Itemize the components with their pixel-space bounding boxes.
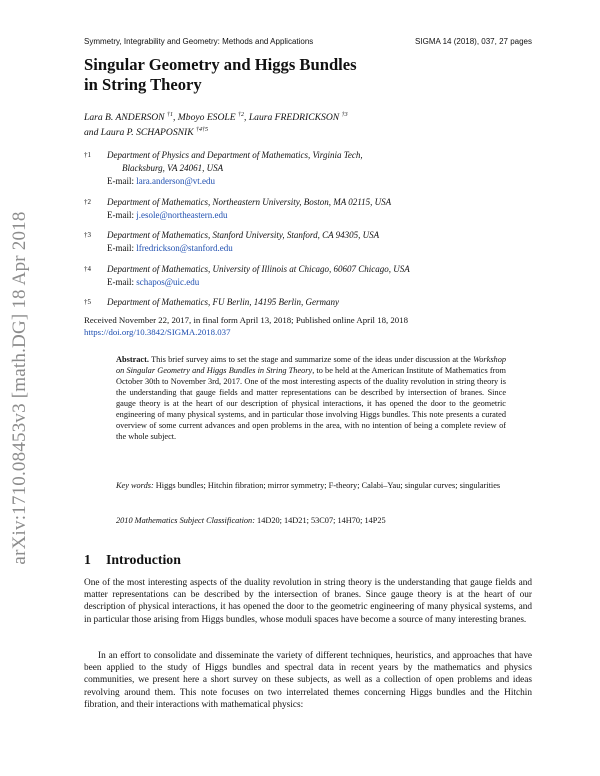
affiliation-department: Department of Mathematics, Stanford University, Stanford, CA 94305, USA — [107, 230, 380, 240]
affiliation-mark: †3 — [84, 231, 91, 239]
email-label: E-mail: — [107, 176, 134, 186]
author-anderson: Lara B. ANDERSON — [84, 112, 165, 124]
section-heading — [84, 552, 181, 568]
abstract-workshop-name: Workshop on Singular Geometry and Higgs Bundles in String Theory — [116, 355, 506, 375]
affiliation-mark: †4 — [84, 265, 91, 273]
author-and: and — [84, 127, 101, 139]
author-list: Lara B. ANDERSON $^{\dagger 1}$, Mboyo ESOLE $^{\dagger 2}$, Laura FREDRICKSON $^{\dagger 3}$ and Laura P. SCHAPOSNIK $^{\dagger 4\dagger 5}$ — [84, 112, 348, 139]
affiliation-mark: †2 — [84, 198, 91, 206]
author-esole-mark: †2 — [238, 112, 245, 118]
email-link[interactable]: lara.anderson@vt.edu — [136, 176, 216, 186]
affiliation-department: Department of Mathematics, University of Illinois at Chicago, 60607 Chicago, USA — [107, 264, 410, 274]
doi-link[interactable]: https://doi.org/10.3842/SIGMA.2018.037 — [84, 327, 231, 337]
title-line-2: in String Theory — [84, 75, 202, 94]
msc-classification — [116, 516, 386, 525]
received-dates: Received November 22, 2017, in final form April 13, 2018; Published online April 18, 2018 — [84, 315, 408, 325]
intro-paragraph-2: In an effort to consolidate and disseminate the variety of different techniques, heuristics, and approaches that have been applied to the study of Higgs bundles and spectral data in recent years by the mathematics and physics communities, we present here a short survey on these subjects, as well as a collection of open problems and ideas revolving around them. This note focuses on two interrelated themes concerning Higgs bundles and the Hitchin fibration, and their interactions with mathematical physics: — [84, 651, 532, 710]
section-title: Introduction — [106, 552, 181, 567]
publication-history — [84, 314, 408, 338]
keywords-text: Higgs bundles; Hitchin fibration; mirror symmetry; F-theory; Calabi–Yau; singular curves; singularities — [153, 481, 501, 490]
email-link[interactable]: schapos@uic.edu — [136, 277, 200, 287]
author-esole: Mboyo ESOLE — [177, 112, 236, 124]
author-anderson-mark: †1 — [166, 112, 173, 118]
arxiv-identifier: arXiv:1710.08453v3 [math.DG] 18 Apr 2018 — [9, 211, 30, 565]
section-number: 1 — [84, 552, 91, 567]
author-fredrickson: Laura FREDRICKSON — [248, 112, 340, 124]
author-schaposnik: Laura P. SCHAPOSNIK — [100, 127, 194, 139]
abstract — [116, 354, 506, 442]
journal-citation: SIGMA 14 (2018), 037, 27 pages — [415, 37, 532, 46]
intro-paragraph-1: One of the most interesting aspects of the duality revolution in string theory is the understanding that gauge fields and matter representations can be described by the intersection of branes. Since gauge theory is at the heart of our description of physical interactions, it has opened the door to the geometric engineering of many physical systems, and in particular those arising from Higgs bundles, whose moduli spaces have become a source of many interesting branes. — [84, 578, 532, 625]
msc-codes: 14D20; 14D21; 53C07; 14H70; 14P25 — [254, 516, 386, 525]
author-schaposnik-mark: †4†5 — [196, 127, 209, 134]
affiliation-department: Department of Physics and Department of Mathematics, Virginia Tech, — [107, 150, 363, 160]
email-link[interactable]: j.esole@northeastern.edu — [136, 210, 228, 220]
affiliation-department: Department of Mathematics, FU Berlin, 14195 Berlin, Germany — [107, 297, 339, 307]
affiliation-mark: †1 — [84, 151, 91, 159]
keywords-label: Key words: — [116, 481, 154, 490]
arxiv-stamp — [0, 0, 40, 776]
abstract-label: Abstract. — [116, 355, 149, 364]
msc-label: 2010 Mathematics Subject Classification: — [116, 516, 255, 525]
journal-name: Symmetry, Integrability and Geometry: Methods and Applications — [84, 37, 314, 46]
email-label: E-mail: — [107, 243, 134, 253]
affiliation-address: Blacksburg, VA 24061, USA — [122, 163, 224, 173]
affiliation-department: Department of Mathematics, Northeastern University, Boston, MA 02115, USA — [107, 197, 392, 207]
email-link[interactable]: lfredrickson@stanford.edu — [136, 243, 233, 253]
email-label: E-mail: — [107, 277, 134, 287]
paper-title — [84, 55, 357, 95]
keywords — [116, 480, 506, 491]
abstract-text-2: , to be held at the American Institute of Mathematics from October 30th to November 3rd, 2017. One of the most interesting aspects of the duality revolution in string theory is the understanding that gauge fields and matter representations can be described by intersection of branes. Since gauge theory is at the heart of our description of physical interactions, it has opened the door to the geometric engineering of many physical systems, and in particular those involving Higgs bundles. This note presents a curated overview of some current advances and open problems in the area, with no intention of being a complete review of the whole subject. — [116, 366, 506, 441]
affiliation-mark: †5 — [84, 298, 91, 306]
abstract-text-1: This brief survey aims to set the stage and summarize some of the ideas under discussion at the — [148, 355, 474, 364]
email-label: E-mail: — [107, 210, 134, 220]
author-fredrickson-mark: †3 — [341, 112, 348, 118]
title-line-1: Singular Geometry and Higgs Bundles — [84, 55, 357, 74]
